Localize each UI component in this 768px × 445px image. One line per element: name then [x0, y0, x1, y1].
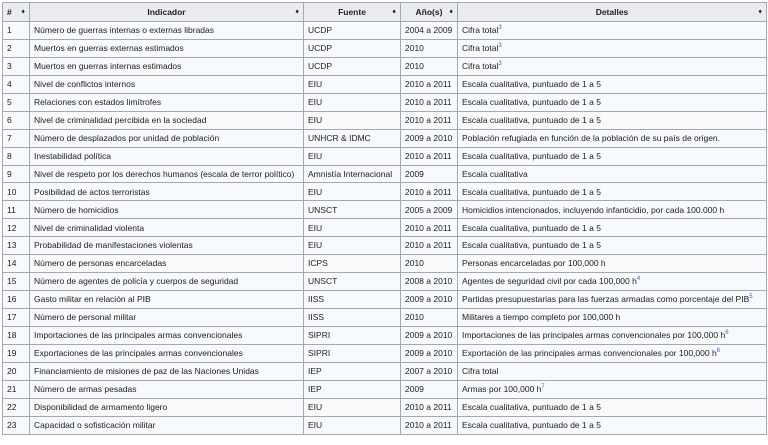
- cell-anos: [401, 39, 458, 57]
- cell-fuente-text: ICPS: [308, 258, 328, 269]
- cell-anos-text: 2004 a 2009: [405, 25, 453, 36]
- cell-anos: [401, 309, 458, 327]
- cell-anos-text: 2010 a 2011: [405, 186, 452, 197]
- cell-num-text: 5: [7, 96, 12, 107]
- cell-fuente: [304, 344, 401, 362]
- reference-sup: [498, 61, 501, 67]
- cell-anos-text: 2010 a 2011: [405, 79, 452, 90]
- cell-fuente: [304, 165, 401, 183]
- reference-link[interactable]: 7: [541, 384, 545, 391]
- cell-indicador-text: Posibilidad de actos terroristas: [34, 186, 150, 197]
- cell-detalles-text: Personas encarceladas por 100,000 h: [462, 258, 606, 269]
- cell-num-text: 13: [7, 240, 17, 251]
- cell-detalles: [458, 111, 767, 129]
- cell-indicador: [30, 57, 304, 75]
- reference-sup: [637, 277, 640, 283]
- cell-indicador-text: Capacidad o sofisticación militar: [34, 419, 156, 430]
- cell-num-text: 16: [7, 294, 17, 305]
- cell-anos: [401, 416, 458, 434]
- cell-anos: [401, 255, 458, 273]
- cell-detalles: [458, 398, 767, 416]
- cell-indicador: [30, 309, 304, 327]
- cell-detalles: [458, 362, 767, 380]
- cell-indicador: [30, 255, 304, 273]
- cell-anos-text: 2010 a 2011: [405, 419, 452, 430]
- cell-fuente-text: UNSCT: [308, 276, 338, 287]
- cell-fuente: [304, 398, 401, 416]
- cell-detalles-text: Cifra total: [462, 43, 499, 54]
- cell-num-text: 15: [7, 276, 17, 287]
- cell-anos-text: 2007 a 2010: [405, 366, 453, 377]
- reference-sup: [498, 25, 501, 31]
- cell-num: [3, 39, 30, 57]
- cell-fuente-text: IISS: [308, 312, 325, 323]
- cell-indicador-text: Relaciones con estados limítrofes: [34, 96, 162, 107]
- cell-anos-text: 2010: [405, 312, 424, 323]
- column-header-num-label: #: [7, 6, 12, 17]
- cell-fuente: [304, 147, 401, 165]
- cell-detalles-text: Escala cualitativa, puntuado de 1 a 5: [462, 222, 601, 233]
- cell-fuente-text: SIPRI: [308, 348, 331, 359]
- cell-indicador: [30, 39, 304, 57]
- cell-num-text: 11: [7, 204, 16, 215]
- cell-fuente: [304, 39, 401, 57]
- reference-link[interactable]: 4: [636, 276, 641, 283]
- cell-detalles-text: Homicidios intencionados, incluyendo infanticidio, por cada 100.000 h: [462, 204, 725, 215]
- cell-fuente: [304, 309, 401, 327]
- table-body: [3, 22, 767, 435]
- cell-detalles: [458, 147, 767, 165]
- cell-detalles: [458, 309, 767, 327]
- cell-indicador: [30, 93, 304, 111]
- cell-detalles-text: Partidas presupuestarias para las fuerzas armadas como porcentaje del PIB: [462, 294, 750, 305]
- cell-anos-text: 2010 a 2011: [405, 96, 452, 107]
- cell-fuente: [304, 380, 401, 398]
- cell-indicador-text: Número de guerras internas o externas libradas: [34, 25, 215, 36]
- cell-indicador: [30, 416, 304, 434]
- cell-num-text: 20: [7, 366, 17, 377]
- cell-anos-text: 2010 a 2011: [405, 401, 452, 412]
- cell-fuente: [304, 93, 401, 111]
- cell-fuente: [304, 183, 401, 201]
- cell-indicador-text: Número de agentes de policía y cuerpos de seguridad: [34, 276, 239, 287]
- cell-anos-text: 2010 a 2011: [405, 222, 452, 233]
- cell-anos-text: 2008 a 2010: [405, 276, 453, 287]
- reference-link[interactable]: 3: [498, 61, 502, 68]
- cell-num: [3, 129, 30, 147]
- cell-anos-text: 2010: [405, 43, 424, 54]
- cell-detalles-text: Agentes de seguridad civil por cada 100,000 h: [462, 276, 637, 287]
- cell-detalles-text: Cifra total: [462, 25, 499, 36]
- cell-anos: [401, 75, 458, 93]
- cell-num-text: 3: [7, 61, 12, 72]
- cell-num: [3, 326, 30, 344]
- indicators-table: [2, 2, 767, 435]
- cell-num: [3, 237, 30, 255]
- cell-num: [3, 201, 30, 219]
- table-row: [3, 416, 767, 434]
- cell-detalles: [458, 183, 767, 201]
- reference-link[interactable]: 6: [725, 330, 729, 337]
- cell-fuente: [304, 219, 401, 237]
- table-row: [3, 165, 767, 183]
- table-row: [3, 183, 767, 201]
- cell-anos-text: 2009: [405, 383, 424, 394]
- cell-num: [3, 344, 30, 362]
- cell-anos-text: 2009 a 2010: [405, 330, 453, 341]
- cell-detalles-text: Escala cualitativa, puntuado de 1 a 5: [462, 401, 601, 412]
- cell-indicador-text: Gasto militar en relación al PIB: [34, 294, 151, 305]
- cell-num-text: 14: [7, 258, 17, 269]
- cell-detalles-text: Escala cualitativa, puntuado de 1 a 5: [462, 186, 601, 197]
- cell-num-text: 23: [7, 419, 17, 430]
- cell-indicador-text: Nivel de conflictos internos: [34, 79, 136, 90]
- cell-detalles: [458, 129, 767, 147]
- reference-link[interactable]: 3: [498, 25, 502, 32]
- cell-anos: [401, 165, 458, 183]
- cell-num-text: 19: [7, 348, 17, 359]
- cell-fuente-text: IEP: [308, 383, 322, 394]
- column-header-indicador-label: Indicador: [147, 6, 186, 17]
- table-row: [3, 255, 767, 273]
- sort-arrows-icon[interactable]: ♦: [392, 8, 396, 16]
- cell-detalles-text: Escala cualitativa, puntuado de 1 a 5: [462, 240, 601, 251]
- cell-detalles-text: Armas por 100,000 h: [462, 383, 542, 394]
- cell-num: [3, 255, 30, 273]
- cell-detalles-text: Exportación de las principales armas convencionales por 100,000 h: [462, 348, 717, 359]
- cell-anos-text: 2010 a 2011: [405, 114, 452, 125]
- column-header-indicador[interactable]: [30, 3, 304, 22]
- reference-link[interactable]: 5: [749, 294, 753, 301]
- cell-anos-text: 2010: [405, 61, 424, 72]
- cell-num: [3, 291, 30, 309]
- cell-detalles: [458, 93, 767, 111]
- cell-indicador: [30, 291, 304, 309]
- column-header-fuente[interactable]: [304, 3, 401, 22]
- cell-indicador: [30, 219, 304, 237]
- cell-fuente-text: EIU: [308, 96, 323, 107]
- table-row: [3, 237, 767, 255]
- cell-fuente-text: EIU: [308, 186, 323, 197]
- reference-link[interactable]: 6: [716, 348, 721, 355]
- cell-detalles: [458, 165, 767, 183]
- cell-anos: [401, 129, 458, 147]
- cell-num-text: 1: [7, 25, 12, 36]
- table-row: [3, 380, 767, 398]
- cell-anos: [401, 201, 458, 219]
- cell-fuente-text: UCDP: [308, 25, 333, 36]
- table-row: [3, 57, 767, 75]
- cell-indicador: [30, 362, 304, 380]
- cell-anos-text: 2009 a 2010: [405, 348, 453, 359]
- reference-sup: [749, 294, 752, 300]
- cell-num-text: 17: [7, 312, 17, 323]
- cell-anos: [401, 273, 458, 291]
- cell-fuente: [304, 362, 401, 380]
- cell-anos-text: 2010: [405, 258, 424, 269]
- header-row: [3, 3, 767, 22]
- table-row: [3, 344, 767, 362]
- cell-fuente-text: EIU: [308, 114, 323, 125]
- cell-indicador: [30, 201, 304, 219]
- cell-fuente-text: EIU: [308, 240, 323, 251]
- cell-anos-text: 2010 a 2011: [405, 240, 452, 251]
- cell-num-text: 2: [7, 43, 12, 54]
- cell-indicador: [30, 273, 304, 291]
- table-row: [3, 111, 767, 129]
- cell-indicador: [30, 22, 304, 40]
- cell-anos-text: 2009 a 2010: [405, 132, 453, 143]
- cell-indicador: [30, 398, 304, 416]
- cell-fuente: [304, 237, 401, 255]
- cell-fuente-text: EIU: [308, 419, 323, 430]
- cell-indicador: [30, 129, 304, 147]
- column-header-anos[interactable]: [401, 3, 458, 22]
- cell-fuente: [304, 75, 401, 93]
- cell-indicador-text: Inestabilidad política: [34, 150, 112, 161]
- cell-num-text: 4: [7, 79, 12, 90]
- cell-num-text: 21: [7, 383, 17, 394]
- cell-detalles-text: Militares a tiempo completo por 100,000 h: [462, 312, 621, 323]
- cell-indicador-text: Número de personas encarceladas: [34, 258, 167, 269]
- cell-fuente: [304, 273, 401, 291]
- cell-num: [3, 75, 30, 93]
- cell-anos: [401, 93, 458, 111]
- cell-fuente-text: IISS: [308, 294, 325, 305]
- cell-detalles: [458, 273, 767, 291]
- cell-num: [3, 93, 30, 111]
- cell-fuente: [304, 57, 401, 75]
- cell-indicador: [30, 147, 304, 165]
- cell-indicador: [30, 75, 304, 93]
- table-row: [3, 129, 767, 147]
- cell-fuente-text: Amnistía Internacional: [308, 168, 393, 179]
- table-row: [3, 147, 767, 165]
- table-row: [3, 201, 767, 219]
- cell-num: [3, 398, 30, 416]
- cell-fuente-text: IEP: [308, 366, 322, 377]
- cell-indicador-text: Número de personal militar: [34, 312, 137, 323]
- table-row: [3, 362, 767, 380]
- cell-detalles: [458, 39, 767, 57]
- cell-fuente-text: EIU: [308, 150, 323, 161]
- cell-indicador-text: Financiamiento de misiones de paz de las Naciones Unidas: [34, 366, 259, 377]
- cell-num: [3, 273, 30, 291]
- cell-detalles: [458, 344, 767, 362]
- table-row: [3, 39, 767, 57]
- cell-detalles: [458, 75, 767, 93]
- cell-anos: [401, 398, 458, 416]
- cell-indicador-text: Probabilidad de manifestaciones violentas: [34, 240, 193, 251]
- cell-anos: [401, 344, 458, 362]
- cell-num: [3, 380, 30, 398]
- cell-anos: [401, 291, 458, 309]
- cell-indicador: [30, 380, 304, 398]
- reference-link[interactable]: 3: [498, 43, 502, 50]
- cell-detalles: [458, 57, 767, 75]
- cell-indicador-text: Número de desplazados por unidad de población: [34, 132, 220, 143]
- cell-num: [3, 219, 30, 237]
- cell-anos: [401, 111, 458, 129]
- cell-indicador-text: Número de homicidios: [34, 204, 119, 215]
- cell-detalles-text: Cifra total: [462, 61, 499, 72]
- sort-arrows-icon[interactable]: ♦: [21, 8, 25, 16]
- cell-num-text: 7: [7, 132, 12, 143]
- cell-indicador: [30, 344, 304, 362]
- table-row: [3, 326, 767, 344]
- cell-fuente: [304, 22, 401, 40]
- cell-anos: [401, 22, 458, 40]
- cell-fuente-text: UNHCR & IDMC: [308, 132, 371, 143]
- cell-num-text: 18: [7, 330, 17, 341]
- table-row: [3, 309, 767, 327]
- cell-fuente-text: EIU: [308, 222, 323, 233]
- cell-num: [3, 309, 30, 327]
- cell-anos: [401, 219, 458, 237]
- cell-fuente-text: UCDP: [308, 43, 333, 54]
- cell-anos-text: 2009 a 2010: [405, 294, 453, 305]
- cell-detalles-text: Escala cualitativa: [462, 168, 528, 179]
- cell-num-text: 12: [7, 222, 17, 233]
- cell-anos: [401, 57, 458, 75]
- cell-fuente-text: EIU: [308, 401, 323, 412]
- cell-detalles: [458, 291, 767, 309]
- cell-indicador: [30, 183, 304, 201]
- column-header-anos-label: Año(s): [415, 6, 443, 17]
- table-row: [3, 93, 767, 111]
- cell-detalles-text: Población refugiada en función de la población de su país de origen.: [462, 132, 721, 143]
- cell-num-text: 22: [7, 401, 17, 412]
- cell-fuente: [304, 129, 401, 147]
- cell-num: [3, 22, 30, 40]
- cell-num: [3, 111, 30, 129]
- cell-anos: [401, 380, 458, 398]
- cell-fuente-text: UCDP: [308, 61, 333, 72]
- reference-sup: [725, 330, 728, 336]
- sort-arrows-icon[interactable]: ♦: [449, 8, 453, 16]
- cell-num-text: 10: [7, 186, 17, 197]
- table-row: [3, 398, 767, 416]
- cell-indicador-text: Disponibilidad de armamento ligero: [34, 401, 168, 412]
- cell-detalles-text: Importaciones de las principales armas convencionales por 100,000 h: [462, 330, 726, 341]
- cell-indicador: [30, 237, 304, 255]
- cell-indicador: [30, 326, 304, 344]
- cell-fuente: [304, 326, 401, 344]
- sort-arrows-icon[interactable]: ♦: [758, 8, 762, 16]
- cell-detalles: [458, 326, 767, 344]
- cell-detalles-text: Escala cualitativa, puntuado de 1 a 5: [462, 419, 601, 430]
- cell-indicador-text: Número de armas pesadas: [34, 383, 137, 394]
- cell-detalles-text: Escala cualitativa, puntuado de 1 a 5: [462, 150, 601, 161]
- cell-fuente: [304, 255, 401, 273]
- cell-detalles: [458, 219, 767, 237]
- cell-anos-text: 2005 a 2009: [405, 204, 453, 215]
- column-header-num[interactable]: [3, 3, 30, 22]
- cell-indicador-text: Muertos en guerras externas estimados: [34, 43, 184, 54]
- cell-num-text: 8: [7, 150, 12, 161]
- reference-sup: [541, 384, 544, 390]
- cell-detalles: [458, 201, 767, 219]
- reference-sup: [717, 348, 720, 354]
- cell-detalles-text: Cifra total: [462, 366, 499, 377]
- table-row: [3, 219, 767, 237]
- table-row: [3, 75, 767, 93]
- cell-detalles: [458, 22, 767, 40]
- cell-detalles: [458, 380, 767, 398]
- cell-detalles-text: Escala cualitativa, puntuado de 1 a 5: [462, 79, 601, 90]
- cell-indicador: [30, 165, 304, 183]
- cell-anos: [401, 362, 458, 380]
- cell-anos: [401, 326, 458, 344]
- cell-indicador-text: Nivel de criminalidad percibida en la sociedad: [34, 114, 207, 125]
- cell-num: [3, 147, 30, 165]
- cell-fuente-text: EIU: [308, 79, 323, 90]
- cell-detalles: [458, 237, 767, 255]
- cell-num-text: 6: [7, 114, 12, 125]
- cell-detalles: [458, 255, 767, 273]
- cell-num: [3, 57, 30, 75]
- cell-num-text: 9: [7, 168, 12, 179]
- cell-detalles-text: Escala cualitativa, puntuado de 1 a 5: [462, 96, 601, 107]
- table-row: [3, 273, 767, 291]
- table-row: [3, 291, 767, 309]
- cell-indicador-text: Importaciones de las principales armas convencionales: [34, 330, 243, 341]
- cell-anos: [401, 183, 458, 201]
- cell-num: [3, 183, 30, 201]
- cell-indicador-text: Exportaciones de las principales armas convencionales: [34, 348, 243, 359]
- cell-indicador-text: Nivel de criminalidad violenta: [34, 222, 145, 233]
- cell-anos-text: 2010 a 2011: [405, 150, 452, 161]
- cell-anos: [401, 237, 458, 255]
- table-row: [3, 22, 767, 40]
- cell-indicador-text: Muertos en guerras internas estimados: [34, 61, 182, 72]
- cell-num: [3, 165, 30, 183]
- column-header-detalles-label: Detalles: [595, 6, 629, 17]
- cell-num: [3, 416, 30, 434]
- cell-indicador-text: Nivel de respeto por los derechos humanos (escala de terror político): [34, 168, 295, 179]
- cell-detalles-text: Escala cualitativa, puntuado de 1 a 5: [462, 114, 601, 125]
- reference-sup: [498, 43, 501, 49]
- cell-fuente: [304, 291, 401, 309]
- column-header-fuente-label: Fuente: [338, 6, 366, 17]
- cell-fuente-text: UNSCT: [308, 204, 338, 215]
- cell-fuente-text: SIPRI: [308, 330, 331, 341]
- cell-fuente: [304, 201, 401, 219]
- cell-anos: [401, 147, 458, 165]
- sort-arrows-icon[interactable]: ♦: [295, 8, 299, 16]
- column-header-detalles[interactable]: [458, 3, 767, 22]
- cell-anos-text: 2009: [405, 168, 424, 179]
- cell-fuente: [304, 111, 401, 129]
- cell-fuente: [304, 416, 401, 434]
- cell-detalles: [458, 416, 767, 434]
- cell-indicador: [30, 111, 304, 129]
- cell-num: [3, 362, 30, 380]
